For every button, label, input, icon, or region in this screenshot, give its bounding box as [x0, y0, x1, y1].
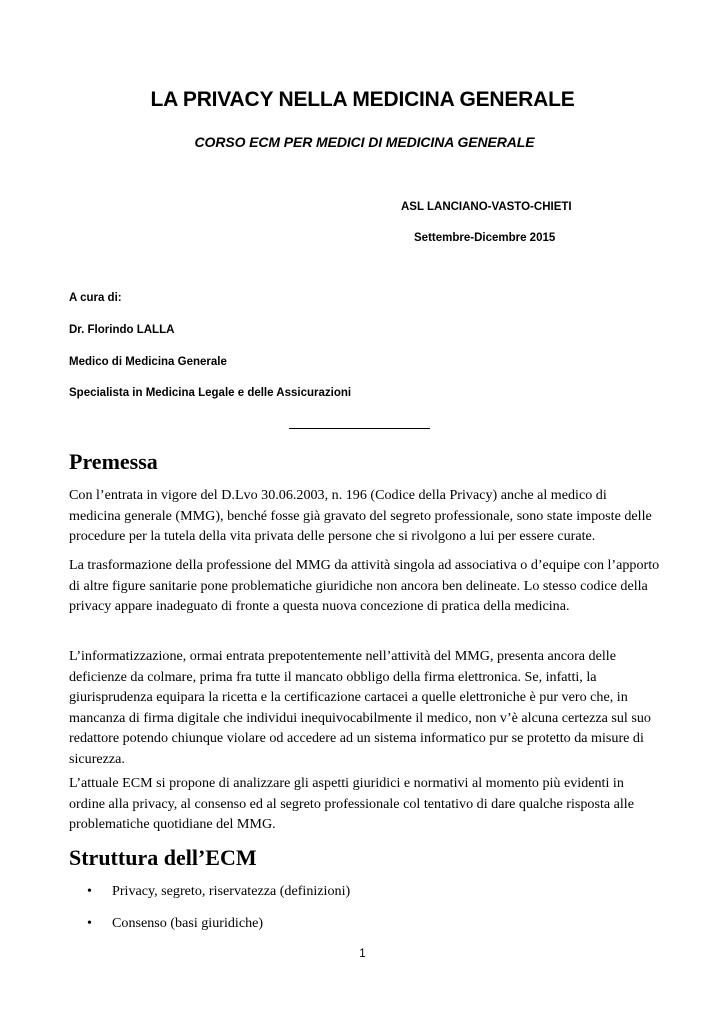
author-specialty: Specialista in Medicina Legale e delle Assicurazioni	[69, 387, 352, 399]
separator-rule	[289, 428, 430, 429]
bullet-icon: •	[87, 915, 92, 931]
page-number: 1	[359, 948, 366, 960]
organization: ASL LANCIANO-VASTO-CHIETI	[401, 201, 572, 213]
list-item-text: Consenso (basi giuridiche)	[112, 915, 264, 931]
section-heading-premessa: Premessa	[69, 449, 158, 474]
paragraph: L’informatizzazione, ormai entrata prepotentemente nell’attività del MMG, presenta ancora delle deficienze da colmare, prima fra tutte il mancato obbligo della firma elettronica. Se, infatti, la giurisprudenza equipara la ricetta e la certificazione cartacei a quelle elettroniche è pur vero che, in mancanza di firma digitale che individui inequivocabilmente il medico, non v’è alcuna certezza sul suo redattore potendo chiunque violare od accedere ad un sistema informatico pur se protetto da misure di sicurezza.	[69, 648, 651, 767]
author-label: A cura di:	[69, 292, 122, 304]
document-subtitle: CORSO ECM PER MEDICI DI MEDICINA GENERALE	[194, 134, 535, 150]
bullet-icon: •	[87, 883, 92, 899]
paragraph: Con l’entrata in vigore del D.Lvo 30.06.2003, n. 196 (Codice della Privacy) anche al medico di medicina generale (MMG), benché fosse già gravato del segreto professionale, sono state imposte delle procedure per la tutela della vita privata delle persone che si rivolgono a lui per essere curate.	[69, 487, 652, 544]
list-item-text: Privacy, segreto, riservatezza (definizioni)	[112, 883, 351, 899]
paragraph: L’attuale ECM si propone di analizzare gli aspetti giuridici e normativi al momento più evidenti in ordine alla privacy, al consenso ed al segreto professionale col tentativo di dare qualche risposta alle problematiche quotidiane del MMG.	[69, 775, 634, 832]
document-title: LA PRIVACY NELLA MEDICINA GENERALE	[150, 88, 575, 111]
author-name: Dr. Florindo LALLA	[69, 324, 175, 336]
section-heading-struttura: Struttura dell’ECM	[69, 845, 257, 870]
paragraph: La trasformazione della professione del MMG da attività singola ad associativa o d’equipe con l’apporto di altre figure sanitarie pone problematiche giuridiche non ancora ben delineate. Lo stesso codice della privacy appare inadeguato di fronte a questa nuova concezione di pratica della medicina.	[69, 557, 660, 614]
course-date: Settembre-Dicembre 2015	[414, 232, 556, 244]
author-role: Medico di Medicina Generale	[69, 356, 227, 368]
